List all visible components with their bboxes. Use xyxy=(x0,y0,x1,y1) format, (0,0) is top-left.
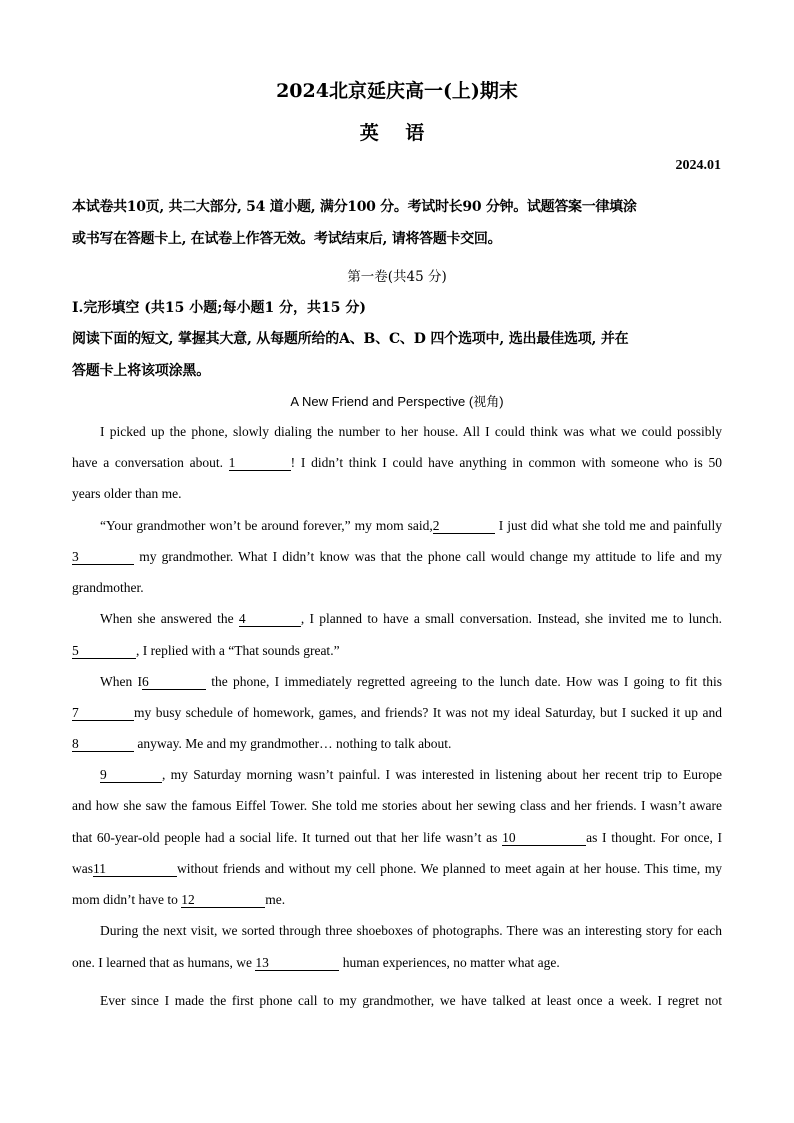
passage-line xyxy=(100,611,722,627)
passage-line xyxy=(100,518,722,534)
blank-13: 13 xyxy=(255,956,339,971)
passage-line xyxy=(72,955,722,971)
blank-2: 2 xyxy=(433,519,495,534)
blank-3: 3 xyxy=(72,550,134,565)
passage-text: anyway. Me and my grandmother… nothing to talk about. xyxy=(137,736,452,751)
part-heading: 第一卷(共45 分) xyxy=(347,269,447,285)
passage-line xyxy=(72,830,722,846)
passage-line: I picked up the phone, slowly dialing the number to her house. All I could think was what we could possibly xyxy=(100,424,722,439)
passage-line xyxy=(100,674,722,690)
passage-text: human experiences, no matter what age. xyxy=(342,955,560,970)
passage-line xyxy=(72,549,722,565)
blank-5: 5 xyxy=(72,644,136,659)
passage-text: one. I learned that as humans, we xyxy=(72,955,252,970)
passage-text: mom didn’t have to xyxy=(72,892,178,907)
passage-text: the phone, I immediately regretted agreeing to the lunch date. How was I going to fit this xyxy=(211,674,723,689)
passage-text: When she answered the xyxy=(100,611,234,626)
passage-text: “Your grandmother won’t be around forever,” my mom said, xyxy=(100,518,433,533)
notice-line-1: 本试卷共10页, 共二大部分, 54 道小题, 满分100 分。考试时长90 分钟。试题答案一律填涂 xyxy=(72,199,637,215)
section-heading: I.完形填空 (共15 小题;每小题1 分，共15 分) xyxy=(72,300,367,316)
subject-title: 英 语 xyxy=(359,122,435,144)
passage-line: years older than me. xyxy=(72,486,182,501)
blank-4: 4 xyxy=(239,612,301,627)
passage-text: my busy schedule of homework, games, and friends? It was not my ideal Saturday, but I sucked it up and xyxy=(134,705,722,720)
instructions-line-1: 阅读下面的短文, 掌握其大意, 从每题所给的A、B、C、D 四个选项中, 选出最佳选项, 并在 xyxy=(72,331,629,347)
passage-text: that 60-year-old people had a social life. It turned out that her life wasn’t as xyxy=(72,830,498,845)
notice-line-2: 或书写在答题卡上, 在试卷上作答无效。考试结束后, 请将答题卡交回。 xyxy=(72,231,502,247)
passage-line xyxy=(100,767,722,783)
passage-text: , my Saturday morning wasn’t painful. I was interested in listening about her recent trip to Europe xyxy=(162,767,722,782)
passage-text: was xyxy=(72,861,93,876)
blank-11: 11 xyxy=(93,862,177,877)
passage-line: grandmother. xyxy=(72,580,144,595)
passage-line: and how she saw the famous Eiffel Tower. She told me stories about her sewing class and her friends. I wasn’t aware xyxy=(72,798,722,813)
passage-text: me. xyxy=(265,892,286,907)
blank-10: 10 xyxy=(502,831,586,846)
blank-7: 7 xyxy=(72,706,134,721)
instructions-line-2: 答题卡上将该项涂黑。 xyxy=(72,363,210,379)
passage-text: without friends and without my cell phone. We planned to meet again at her house. This time, my xyxy=(177,861,722,876)
passage-text: , I planned to have a small conversation. Instead, she invited me to lunch. xyxy=(300,611,722,626)
passage-line xyxy=(72,736,722,752)
blank-6: 6 xyxy=(142,675,206,690)
passage-text: When I xyxy=(100,674,142,689)
passage-text: my grandmother. What I didn’t know was that the phone call would change my attitude to life and my xyxy=(139,549,722,564)
passage-line: Ever since I made the first phone call to my grandmother, we have talked at least once a week. I regret not xyxy=(100,993,722,1008)
passage-text: ! I didn’t think I could have anything in common with someone who is 50 xyxy=(290,455,723,470)
passage-line xyxy=(72,455,722,471)
blank-1: 1 xyxy=(229,456,291,471)
passage-title: A New Friend and Perspective (视角) xyxy=(290,394,504,409)
passage-line xyxy=(72,892,722,908)
passage-text: I just did what she told me and painfully xyxy=(498,518,723,533)
passage-line xyxy=(72,861,722,877)
blank-9: 9 xyxy=(100,768,162,783)
exam-title: 2024北京延庆高一(上)期末 xyxy=(276,80,518,102)
passage-line xyxy=(72,643,722,659)
passage-line xyxy=(72,705,722,721)
passage-text: as I thought. For once, I xyxy=(586,830,723,845)
exam-date: 2024.01 xyxy=(675,158,721,173)
passage-line: During the next visit, we sorted through three shoeboxes of photographs. There was an interesting story for each xyxy=(100,923,722,938)
passage-text: have a conversation about. xyxy=(72,455,223,470)
blank-12: 12 xyxy=(181,893,265,908)
passage-text: , I replied with a “That sounds great.” xyxy=(136,643,340,658)
blank-8: 8 xyxy=(72,737,134,752)
